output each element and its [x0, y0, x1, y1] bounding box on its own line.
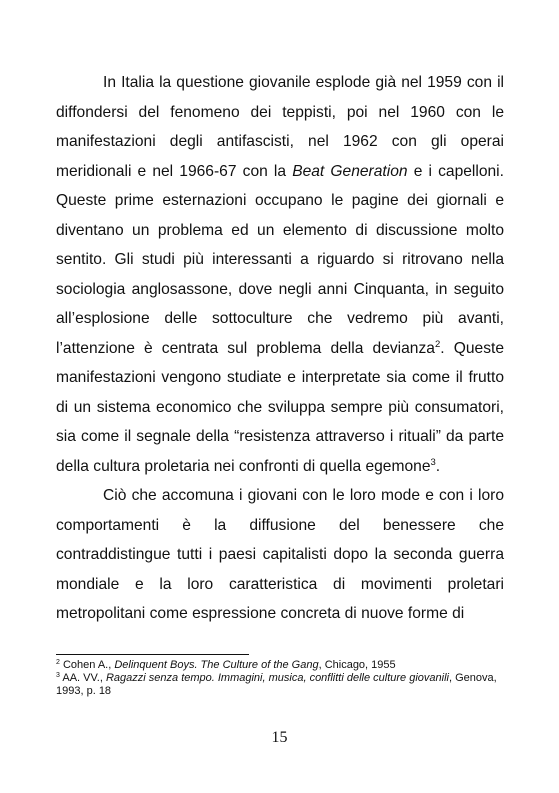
footnote-author: Cohen A.,: [59, 659, 115, 671]
paragraph-1-text-a: In Italia la questione giovanile esplode già nel 1959 con il diffondersi del fenomeno dei teppisti, poi nel 1960 con le manifestazioni degli antifascisti, nel 1962 con gli operai meridionali e nel 1966-67 con la: [56, 74, 504, 180]
footnote-publication: , Chicago, 1955: [318, 659, 396, 671]
body-text: [56, 68, 504, 629]
footnote-separator: [56, 654, 249, 655]
footnote-mark: 3: [56, 672, 60, 679]
footnote-publication: , Genova, 1993, p. 18: [56, 672, 497, 697]
footnote-ref-2[interactable]: 2: [434, 338, 441, 350]
paragraph-1: [56, 68, 504, 481]
paragraph-1-text-b: e i capelloni. Queste prime esternazioni occupano le pagine dei giornali e diventano un problema ed un elemento di discussione molto sentito. Gli studi più interessanti a riguardo si ritrovano nella sociologia anglosassone, dove negli anni Cinquanta, in seguito all’esplosione delle sottoculture che vedremo più avanti, l’attenzione è centrata sul problema della devianza: [56, 162, 504, 357]
paragraph-2: Ciò che accomuna i giovani con le loro mode e con i loro comportamenti è la diffusione del benessere che contraddistingue tutti i paesi capitalisti dopo la seconda guerra mondiale e la loro caratteristica di movimenti proletari metropolitani come espressione concreta di nuove forme di: [56, 487, 504, 622]
footnote-3: [56, 672, 504, 698]
page-number: 15: [271, 729, 288, 746]
footnote-mark: 2: [56, 659, 60, 666]
paragraph-1-text-c: . Queste manifestazioni vengono studiate e interpretate sia come il frutto di un sistema economico che sviluppa sempre più consumatori, sia come il segnale della “resistenza attraverso i rituali” da parte della cultura proletaria nei confronti di quella egemone: [56, 339, 504, 475]
footnotes: [56, 659, 504, 698]
footnote-ref-3[interactable]: 3: [430, 456, 436, 468]
footnote-title: Ragazzi senza tempo. Immagini, musica, conflitti delle culture giovanili: [105, 672, 449, 684]
paragraph-1-text-d: .: [435, 457, 441, 475]
footnote-title: Delinquent Boys. The Culture of the Gang: [114, 659, 319, 671]
footnote-2: [56, 659, 504, 672]
beat-generation-term: Beat Generation: [292, 162, 408, 180]
footnote-author: AA. VV.,: [59, 672, 106, 684]
